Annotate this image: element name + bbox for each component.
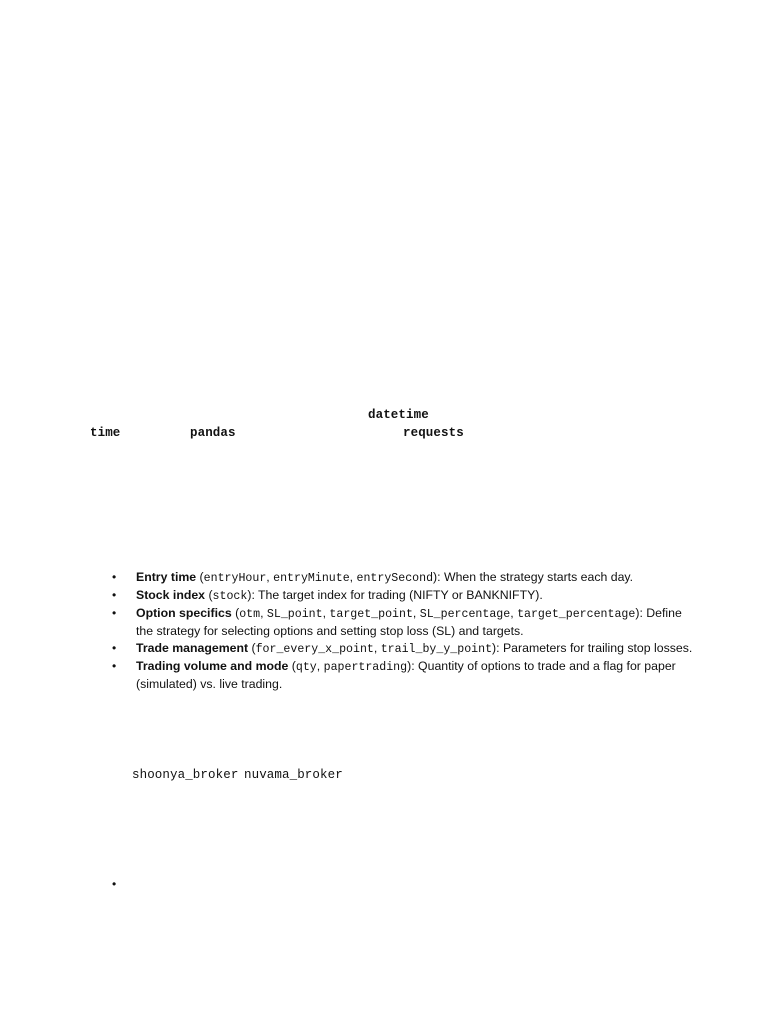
param-code: SL_percentage: [419, 608, 511, 621]
param-code: entryMinute: [273, 572, 350, 585]
param-code: otm: [239, 608, 261, 621]
module-time: time: [90, 426, 121, 440]
param-description: ): When the strategy starts each day.: [433, 570, 634, 584]
list-item-entry-time: • Entry time (entryHour, entryMinute, entrySecond): When the strategy starts each day.: [112, 570, 634, 585]
list-item-option-specifics: • Option specifics (otm, SL_point, target_point, SL_percentage, target_percentage): Define the strategy for selecting options and setting stop loss (SL) and targets.: [112, 606, 682, 638]
param-code: for_every_x_point: [255, 643, 374, 656]
bullet-icon: •: [112, 641, 117, 655]
param-title: Option specifics: [136, 606, 232, 620]
bullet-icon: •: [112, 606, 117, 620]
param-description: ): The target index for trading (NIFTY or BANKNIFTY).: [247, 588, 543, 602]
module-datetime: datetime: [368, 408, 429, 422]
bullet-icon: •: [112, 588, 117, 602]
bullet-icon: •: [112, 570, 117, 584]
parameter-list: [112, 569, 702, 693]
param-code: stock: [212, 590, 248, 603]
param-code: trail_by_y_point: [380, 643, 493, 656]
module-nuvama-broker: nuvama_broker: [244, 768, 343, 782]
param-code: target_point: [329, 608, 413, 621]
param-code: target_percentage: [517, 608, 636, 621]
list-item-trade-management: • Trade management (for_every_x_point, trail_by_y_point): Parameters for trailing stop losses.: [112, 641, 693, 656]
param-code: qty: [295, 661, 317, 674]
param-description: ): Parameters for trailing stop losses.: [492, 641, 693, 655]
param-code: entrySecond: [356, 572, 434, 585]
param-title: Stock index: [136, 588, 206, 602]
param-title: Trading volume and mode: [136, 659, 289, 673]
list-item-trading-volume: • Trading volume and mode (qty, papertrading): Quantity of options to trade and a flag for paper (simulated) vs. live trading.: [112, 659, 676, 691]
param-title: Trade management: [136, 641, 249, 655]
module-requests: requests: [403, 426, 464, 440]
module-shoonya-broker: shoonya_broker: [132, 768, 239, 782]
param-code: papertrading: [323, 661, 408, 674]
list-item-stock-index: • Stock index (stock): The target index for trading (NIFTY or BANKNIFTY).: [112, 588, 543, 603]
param-title: Entry time: [136, 570, 197, 584]
empty-bullet-icon: •: [112, 877, 117, 891]
param-description: ): Quantity of options to trade and a flag for paper (simulated) vs. live trading.: [136, 659, 676, 691]
module-pandas: pandas: [190, 426, 236, 440]
param-code: entryHour: [203, 572, 267, 585]
bullet-icon: •: [112, 659, 117, 673]
param-description: ): Define the strategy for selecting options and setting stop loss (SL) and targets.: [136, 606, 682, 638]
param-code: SL_point: [266, 608, 323, 621]
